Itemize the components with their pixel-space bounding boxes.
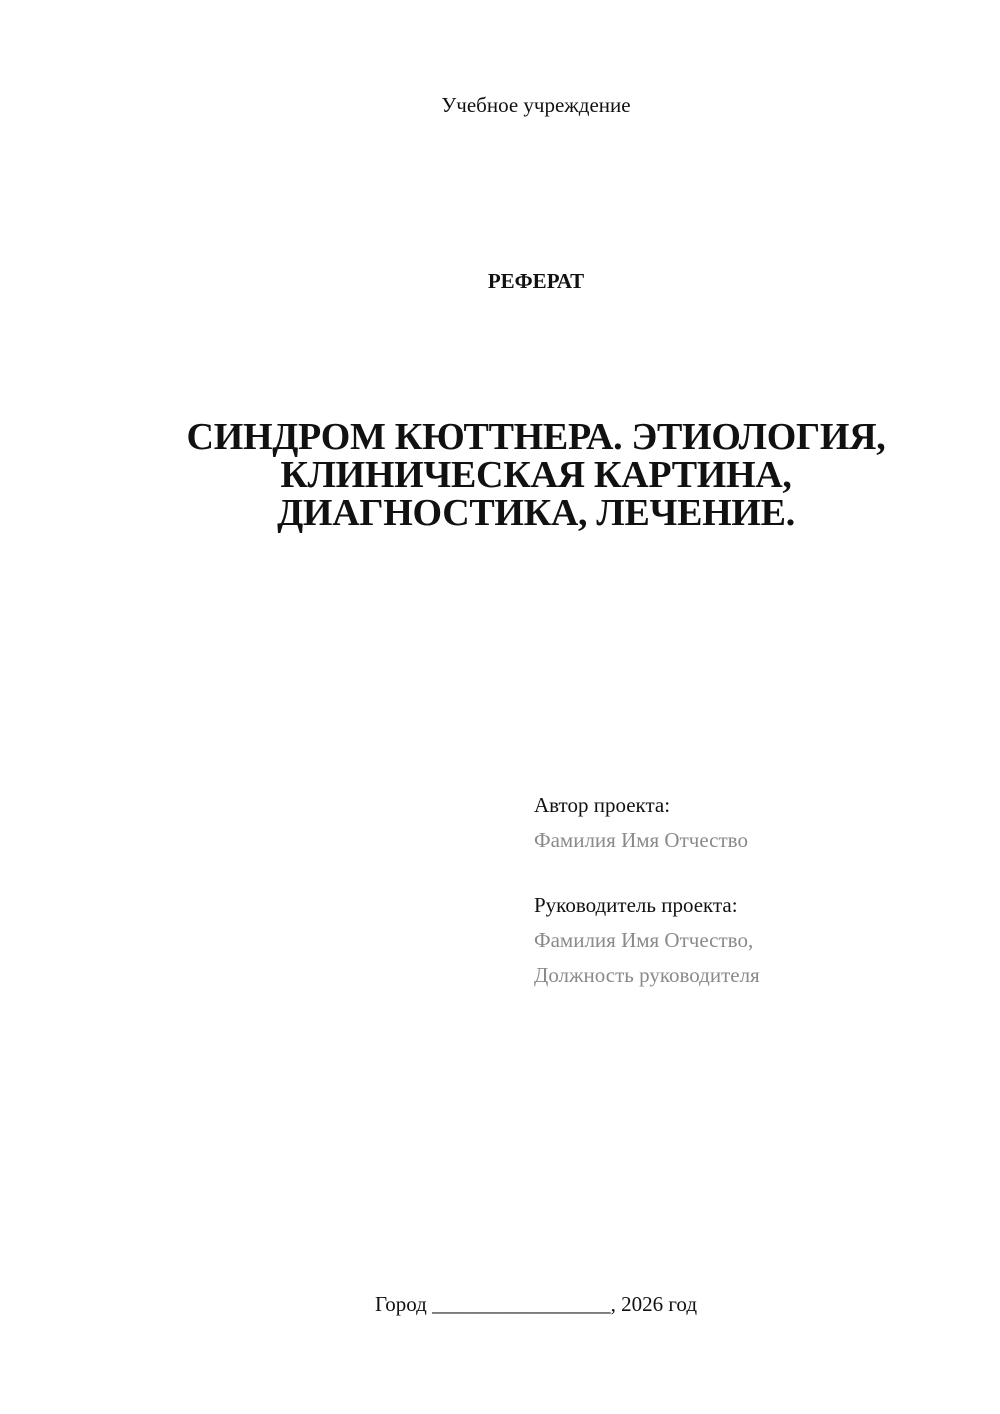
- authors-spacer: [534, 858, 974, 888]
- author-label: Автор проекта:: [534, 793, 671, 817]
- authors-block: [534, 788, 974, 993]
- author-name: Фамилия Имя Отчество: [534, 828, 748, 852]
- document-type: РЕФЕРАТ: [487, 269, 585, 293]
- supervisor-position: Должность руководителя: [534, 963, 760, 987]
- institution-name: Учебное учреждение: [441, 93, 631, 117]
- document-title: [150, 418, 922, 532]
- supervisor-label: Руководитель проекта:: [534, 893, 738, 917]
- supervisor-name: Фамилия Имя Отчество,: [534, 928, 754, 952]
- title-line-3: ДИАГНОСТИКА, ЛЕЧЕНИЕ.: [277, 492, 795, 534]
- city-year-line: Город _________________, 2026 год: [374, 1292, 698, 1316]
- title-line-1: СИНДРОМ КЮТТНЕРА. ЭТИОЛОГИЯ,: [186, 416, 886, 458]
- title-line-2: КЛИНИЧЕСКАЯ КАРТИНА,: [280, 454, 792, 496]
